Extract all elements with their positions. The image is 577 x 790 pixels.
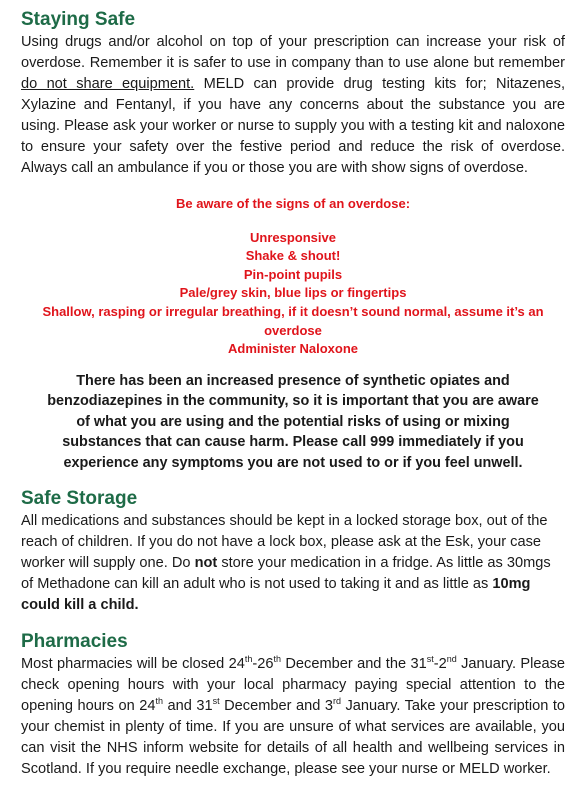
ordinal-suffix: rd [332, 696, 341, 707]
pharmacies-heading: Pharmacies [21, 631, 128, 653]
safe-storage-section [21, 487, 565, 616]
ordinal-suffix: nd [446, 654, 457, 665]
overdose-sign-item: Shake & shout! [245, 248, 341, 264]
pharmacies-text: January. Please check opening hours with your local pharmacy paying special attention to the opening hours on 24 [21, 656, 566, 715]
ordinal-suffix: st [426, 654, 434, 665]
pharmacies-text: Most pharmacies will be closed 24 [21, 656, 245, 673]
overdose-signs-title: Be aware of the signs of an overdose: [175, 196, 411, 211]
safe-storage-text-1: All medications and substances should be kept in a locked storage box, out of the reach of children. If you do not have a lock box, please ask at the Esk, your case worker will supply one. Do [21, 513, 548, 572]
ordinal-suffix: th [273, 654, 281, 665]
synthetic-opiates-notice: There has been an increased presence of synthetic opiates and benzodiazepines in the community, so it is important that you are aware of what you are using and the potential risks of using or mixing substances that can cause harm. Please call 999 immediately if you experience any symptoms you are not used to or if you feel unwell. [47, 372, 539, 471]
pharmacies-text: January. Take your prescription to your chemist in plenty of time. If you are unsure of what services are available, you can visit the NHS inform website for details of all health and wellbeing services in Scotland. If you require needle exchange, please see your nurse or MELD worker. [21, 698, 566, 778]
do-not-share-equipment: do not share equipment. [21, 76, 195, 92]
overdose-sign-item: Unresponsive [250, 229, 336, 245]
overdose-sign-item: Pale/grey skin, blue lips or fingertips [179, 285, 407, 301]
pharmacies-text: -2 [433, 656, 447, 673]
pharmacies-text: December and the 31 [281, 656, 427, 673]
pharmacies-text: and 31 [162, 698, 213, 715]
safe-storage-paragraph [21, 511, 565, 616]
staying-safe-text-1: Using drugs and/or alcohol on top of your prescription can increase your risk of overdose. Remember it is safer to use in company than to use alone but remember [21, 34, 565, 71]
safe-storage-not: not [194, 555, 218, 572]
overdose-sign-item: Administer Naloxone [227, 341, 359, 357]
staying-safe-paragraph [21, 32, 565, 179]
pharmacies-text: -26 [252, 656, 274, 673]
safe-storage-child-warning: 10mg could kill a child. [21, 576, 531, 614]
staying-safe-text-2: MELD can provide drug testing kits for; Nitazenes, Xylazine and Fentanyl, if you have any concerns about the substance you are using. Please ask your worker or nurse to supply you with a testing kit and naloxone to ensure your safety over the festive period and reduce the risk of overdose. Always call an ambulance if you or those you are with show signs of overdose. [21, 76, 565, 176]
pharmacies-text: December and 3 [219, 698, 333, 715]
ordinal-suffix: st [212, 696, 220, 707]
staying-safe-heading: Staying Safe [21, 9, 136, 30]
safe-storage-text-2: store your medication in a fridge. As little as 30mgs of Methadone can kill an adult who is not used to taking it and as little as [21, 555, 551, 593]
pharmacies-paragraph [21, 654, 565, 780]
overdose-sign-item: Shallow, rasping or irregular breathing, if it doesn’t sound normal, assume it’s an overdose [42, 303, 544, 338]
staying-safe-section [21, 8, 565, 179]
ordinal-suffix: th [244, 654, 253, 665]
pharmacies-section [21, 630, 565, 780]
overdose-sign-item: Pin-point pupils [243, 266, 343, 282]
overdose-signs-block [21, 195, 565, 359]
safe-storage-heading: Safe Storage [21, 488, 138, 510]
ordinal-suffix: th [155, 696, 163, 707]
